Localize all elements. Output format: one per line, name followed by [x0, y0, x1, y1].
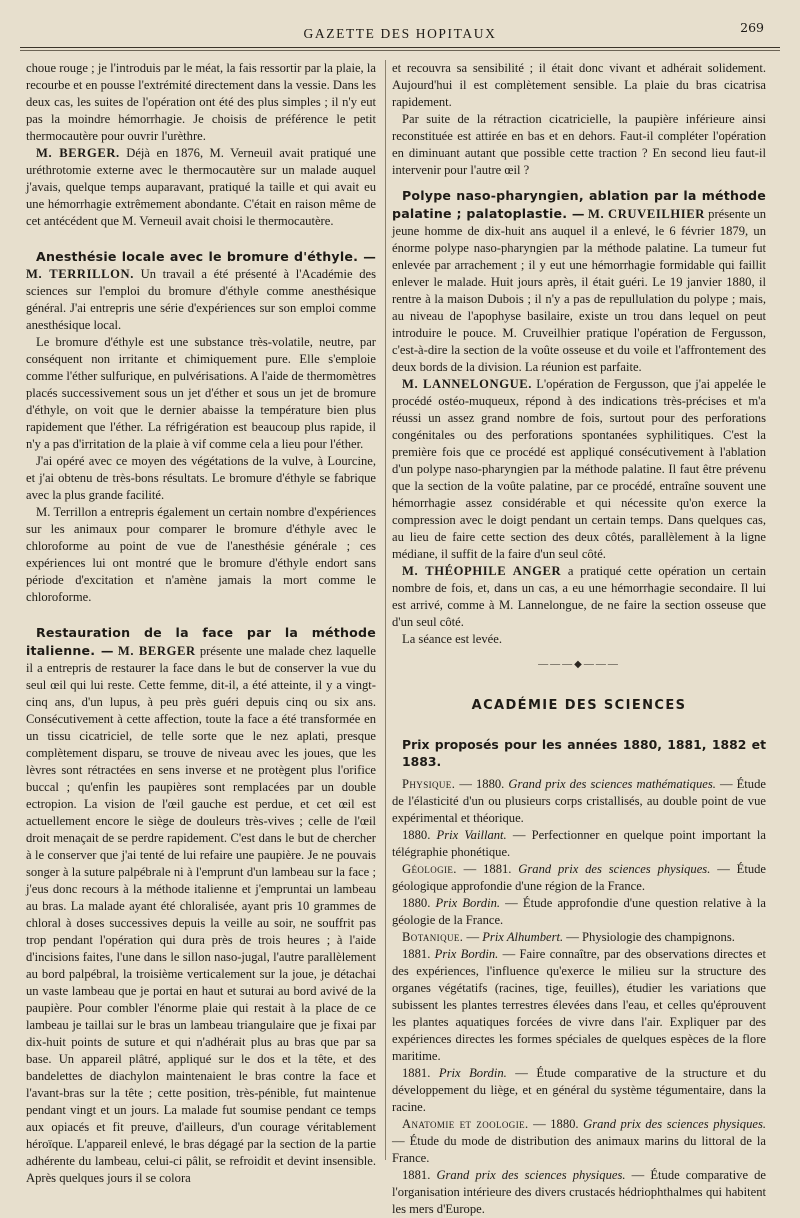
- page-number: 269: [740, 20, 764, 35]
- prize-year: 1881.: [402, 947, 435, 961]
- prize-year: 1881.: [402, 1066, 439, 1080]
- prize-category: Géologie.: [402, 862, 457, 876]
- prize-description: — Étude du mode de distribution des animaux marins du littoral de la France.: [392, 1134, 766, 1165]
- paragraph: choue rouge ; je l'introduis par le méat, la fais ressortir par la plaie, la recourbe et en pousse l'extrémité directement dans la vessie. Dans les deux cas, les suites de l'opération ont été des plus simples ; il n'y eut pas la moindre hémorrhagie. Je choisis de préférence le petit thermocautère pour ouvrir l'urèthre.: [26, 61, 376, 143]
- prize-description: — Étude comparative de la structure et du développement du liège, et en général du système tégumentaire, dans la racine.: [392, 1066, 766, 1114]
- prize-name: Prix Alhumbert.: [482, 930, 564, 944]
- prize-heading: Prix proposés pour les années 1880, 1881, 1882 et 1883.: [402, 737, 766, 769]
- prize-name: Grand prix des sciences physiques.: [583, 1117, 767, 1131]
- section-heading: ACADÉMIE DES SCIENCES: [471, 698, 687, 713]
- left-column: [26, 60, 377, 1185]
- article-title: Anesthésie locale avec le bromure d'éthyle. —: [36, 249, 376, 264]
- prize-description: — Étude comparative de l'organisation intérieure des divers crustacés hédriophthalmes qui habitent les mers d'Europe.: [392, 1168, 767, 1216]
- speaker-name: M. THÉOPHILE ANGER: [402, 564, 562, 578]
- paragraph: [392, 563, 766, 631]
- article-lead: [26, 248, 376, 334]
- speaker-name: M. TERRILLON.: [26, 267, 134, 281]
- prize-entry: [392, 929, 766, 946]
- prize-category: Physique.: [402, 777, 456, 791]
- speaker-name: M. CRUVEILHIER: [587, 207, 705, 221]
- header-rule-double: [20, 50, 780, 51]
- paragraph: Par suite de la rétraction cicatricielle, la paupière inférieure ainsi reconstituée est attirée en bas et en dehors. Faut-il compléter l'opération en diminuant autant que possible cette traction ? En second lieu faut-il intervenir pour l'autre œil ?: [392, 112, 766, 177]
- prize-category: Anatomie et zoologie.: [402, 1117, 529, 1131]
- prize-name: Prix Bordin.: [434, 947, 499, 961]
- prize-description: — Étude approfondie d'une question relative à la géologie de la France.: [392, 896, 766, 927]
- prize-entry: [392, 827, 766, 861]
- paragraph-text: présente un jeune homme de dix-huit ans auquel il a enlevé, le 6 février 1879, un énorme polype naso-pharyngien par la méthode palatine. La tumeur fut enlevée par arrachement ; il y eut une hémorrhagie formidable qui faillit enlever le malade. Huit jours après, il était guéri. Le 19 janvier 1880, il rentre à la maison Dubois ; il n'y a pas de repullulation du polype ; mais, au niveau de l'apophyse basilaire, existe un trou dans lequel on peut introduire le pouce. M. Cruveilhier pratique l'opération de Fergusson, c'est-à-dire la section de la voûte osseuse et du voile et l'affrontement des deux bords de la division. La réunion est parfaite.: [392, 207, 766, 374]
- paragraph: et recouvra sa sensibilité ; il était donc vivant et adhérait solidement. Aujourd'hui il est complètement sensible. La plaie du bras cicatrisa rapidement.: [392, 61, 766, 109]
- prize-year: 1880.: [402, 828, 437, 842]
- paragraph: J'ai opéré avec ce moyen des végétations de la vulve, à Lourcine, et j'ai obtenu de très-bons résultats. Le bromure d'éthyle se fabrique avec la plus grande facilité.: [26, 454, 376, 502]
- prize-description: — Étude géologique approfondie d'une région de la France.: [392, 862, 766, 893]
- prize-category: Botanique.: [402, 930, 464, 944]
- prize-year: — 1880.: [455, 777, 509, 791]
- paragraph-text: L'opération de Fergusson, que j'ai appelée le procédé ostéo-muqueux, répond à des indications très-précises et m'a réussi un assez grand nombre de fois, surtout pour des perforations congénitales ou des perforations spontanées syphilitiques. C'est la première fois que ce procédé est appliqué consécutivement à l'ablation d'un polype naso-pharyngien par la méthode palatine. Il faut être prévenu que la section de la voûte palatine, par ce procédé, entraîne souvent une hémorrhagie assez considérable et qui nécessite qu'on exerce la compression avec le doigt pendant un certain temps. Dans quelques cas, au lieu de faire cette section des deux côtés, parallèlement à la ligne médiane, il suffit de la faire d'un seul côté.: [392, 377, 766, 561]
- paragraph-text: Un travail a été présenté à l'Académie des sciences sur l'emploi du bromure d'éthyle comme anesthésique général. J'ai entrepris une série d'expériences sur son emploi comme anesthésique local.: [26, 267, 376, 332]
- prize-description: — Étude de l'élasticité d'un ou plusieurs corps cristallisés, au double point de vue expérimental et théorique.: [392, 777, 766, 825]
- prize-name: Prix Bordin.: [438, 1066, 507, 1080]
- paragraph-text: a pratiqué cette opération un certain nombre de fois, et, dans un cas, a eu une hémorrhagie secondaire. Il lui est arrivé, comme à M. Lannelongue, de ne faire la section osseuse que d'un seul côté.: [392, 564, 767, 629]
- page-header: [20, 22, 780, 46]
- prize-entry: [392, 1065, 766, 1116]
- article-title: Restauration de la face par la méthode italienne. —: [26, 625, 376, 658]
- speaker-name: M. LANNELONGUE.: [402, 377, 533, 391]
- paragraph: [26, 145, 376, 230]
- prize-entry: [392, 895, 766, 929]
- prize-name: Prix Vaillant.: [436, 828, 507, 842]
- prize-name: Grand prix des sciences physiques.: [518, 862, 711, 876]
- prize-entry: [392, 1167, 766, 1218]
- header-rule: [20, 47, 780, 48]
- prize-entry: [392, 946, 766, 1065]
- prize-year: — 1880.: [528, 1117, 584, 1131]
- column-divider: [385, 60, 386, 1160]
- prize-year: 1881.: [402, 1168, 437, 1182]
- prize-entry: [392, 1116, 766, 1167]
- paragraph: [392, 376, 766, 563]
- prize-year: — 1881.: [456, 862, 519, 876]
- prize-year: —: [463, 930, 483, 944]
- prize-name: Grand prix des sciences mathématiques.: [508, 777, 716, 791]
- right-column: [392, 60, 767, 1216]
- prize-entry: [392, 861, 766, 895]
- prize-description: — Faire connaître, par des observations directes et des expériences, l'influence qu'exerce le milieu sur la structure des organes végétatifs (racines, tige, feuilles), étudier les variations que subissent les plantes terrestres élevées dans l'eau, et celles qu'éprouvent les plantes aquatiques forcées de vivre dans l'air. Expliquer par des expériences directes les formes spéciales de quelques espèces de la flore maritime.: [392, 947, 767, 1063]
- prize-name: Prix Bordin.: [435, 896, 501, 910]
- prize-name: Grand prix des sciences physiques.: [436, 1168, 626, 1182]
- journal-title: GAZETTE DES HOPITAUX: [303, 26, 497, 41]
- prize-entry: [392, 776, 766, 827]
- paragraph: M. Terrillon a entrepris également un certain nombre d'expériences sur les animaux pour comparer le bromure d'éthyle avec le chloroforme au point de vue de l'anesthésie générale ; ces expériences lui ont montré que le bromure d'éthyle endort sans période d'excitation et n'amène jamais la mort comme le chloroforme.: [26, 505, 376, 604]
- paragraph-text: présente une malade chez laquelle il a entrepris de restaurer la face dans le but de conserver la vue du seul œil qui lui reste. Cette femme, dit-il, a été atteinte, il y a vingt-cinq ans, d'un lupus, à peu près guéri depuis cinq ou six ans. Consécutivement à cette affection, toute la face a été transformée en un tissu cicatriciel, de telle sorte que le nez aplati, presque complètement disparu, se trouve de niveau avec les joues, que les lèvres sont rétractées en sens inverse et ne protègent plus l'orifice buccal ; qu'enfin les paupières sont remplacées par un double ectropion. La vision de l'œil gauche est perdue, et cet œil est actuellement encore le siège de douleurs très-vives ; celle de l'œil droit menaçait de se perdre rapidement. C'est dans le but de chercher à le conserver que j'ai tenté de lui refaire une paupière. Je ne pouvais songer à la suture palpébrale ni à l'emprunt d'un lambeau sur la face ; j'eus donc recours à la méthode italienne et j'empruntai un lambeau au bras. La malade ayant été chloralisée, ayant pris 10 grammes de chloral à doses successives depuis la veille au soir, ne souffrit pas trop pendant l'opération qui dura près de trois heures ; à l'aide d'incisions faites, l'une dans le sillon naso-jugal, l'autre parallèlement au bord palpébral, la troisième verticalement sur la joue, je détachai un vaste lambeau que je portai en haut et suturai au bord avivé de la paupière. Pour combler l'énorme plaie qui restait à la place de ce lambeau je taillai sur le bras un lambeau triangulaire que je fixai par dix-huit points de suture et qui n'adhérait plus au bras que par sa base. Un appareil plâtré, appliqué sur le dos et la tête, et des bandelettes de diachylon maintenaient le bras contre la face et l'avant-bras sur la tête ; cette position, très-pénible, fut maintenue pendant vingt et un jours. La malade fut soumise pendant ce temps aux opiacés et fit preuve, d'ailleurs, d'un courage véritablement héroïque. L'appareil enlevé, le bras dégagé par la section de la partie adhérente du lambeau, celui-ci pâlit, se refroidit et devint insensible. Après quelques jours il se colora: [26, 644, 377, 1185]
- closing-line: La séance est levée.: [402, 632, 502, 646]
- prize-description: — Perfectionner en quelque point important la télégraphie phonétique.: [392, 828, 766, 859]
- article-lead: [392, 187, 766, 376]
- prize-year: 1880.: [402, 896, 436, 910]
- prize-description: — Physiologie des champignons.: [563, 930, 735, 944]
- paragraph-text: Déjà en 1876, M. Verneuil avait pratiqué une uréthrotomie externe avec le thermocautère sur un malade auquel j'avais, quelque temps auparavant, pratiqué la taille et qui avait eu une hémorrhagie extrêmement abondante. C'était en raison même de cet antécédent que M. Verneuil avait choisi le thermocautère.: [26, 146, 376, 228]
- ornament-divider: ―――◆―――: [538, 659, 620, 670]
- article-title: Polype naso-pharyngien, ablation par la méthode palatine ; palatoplastie. —: [392, 188, 766, 221]
- speaker-name: M. BERGER: [117, 644, 196, 658]
- paragraph: Le bromure d'éthyle est une substance très-volatile, neutre, par conséquent non irritante et chimiquement pure. Elle s'emploie comme l'éther sulfurique, en pulvérisations. A l'aide de thermomètres placés successivement sous un jet d'éther et sous un jet de bromure d'éthyle, on voit que le dernier abaisse la température bien plus rapidement que l'éther. La réfrigération est beaucoup plus rapide, il n'y a pas d'irritation de la plaie à vif comme cela a lieu pour l'éther.: [26, 335, 376, 451]
- speaker-name: M. BERGER.: [36, 146, 120, 160]
- article-lead: [26, 624, 376, 1187]
- prize-list: [392, 776, 766, 1218]
